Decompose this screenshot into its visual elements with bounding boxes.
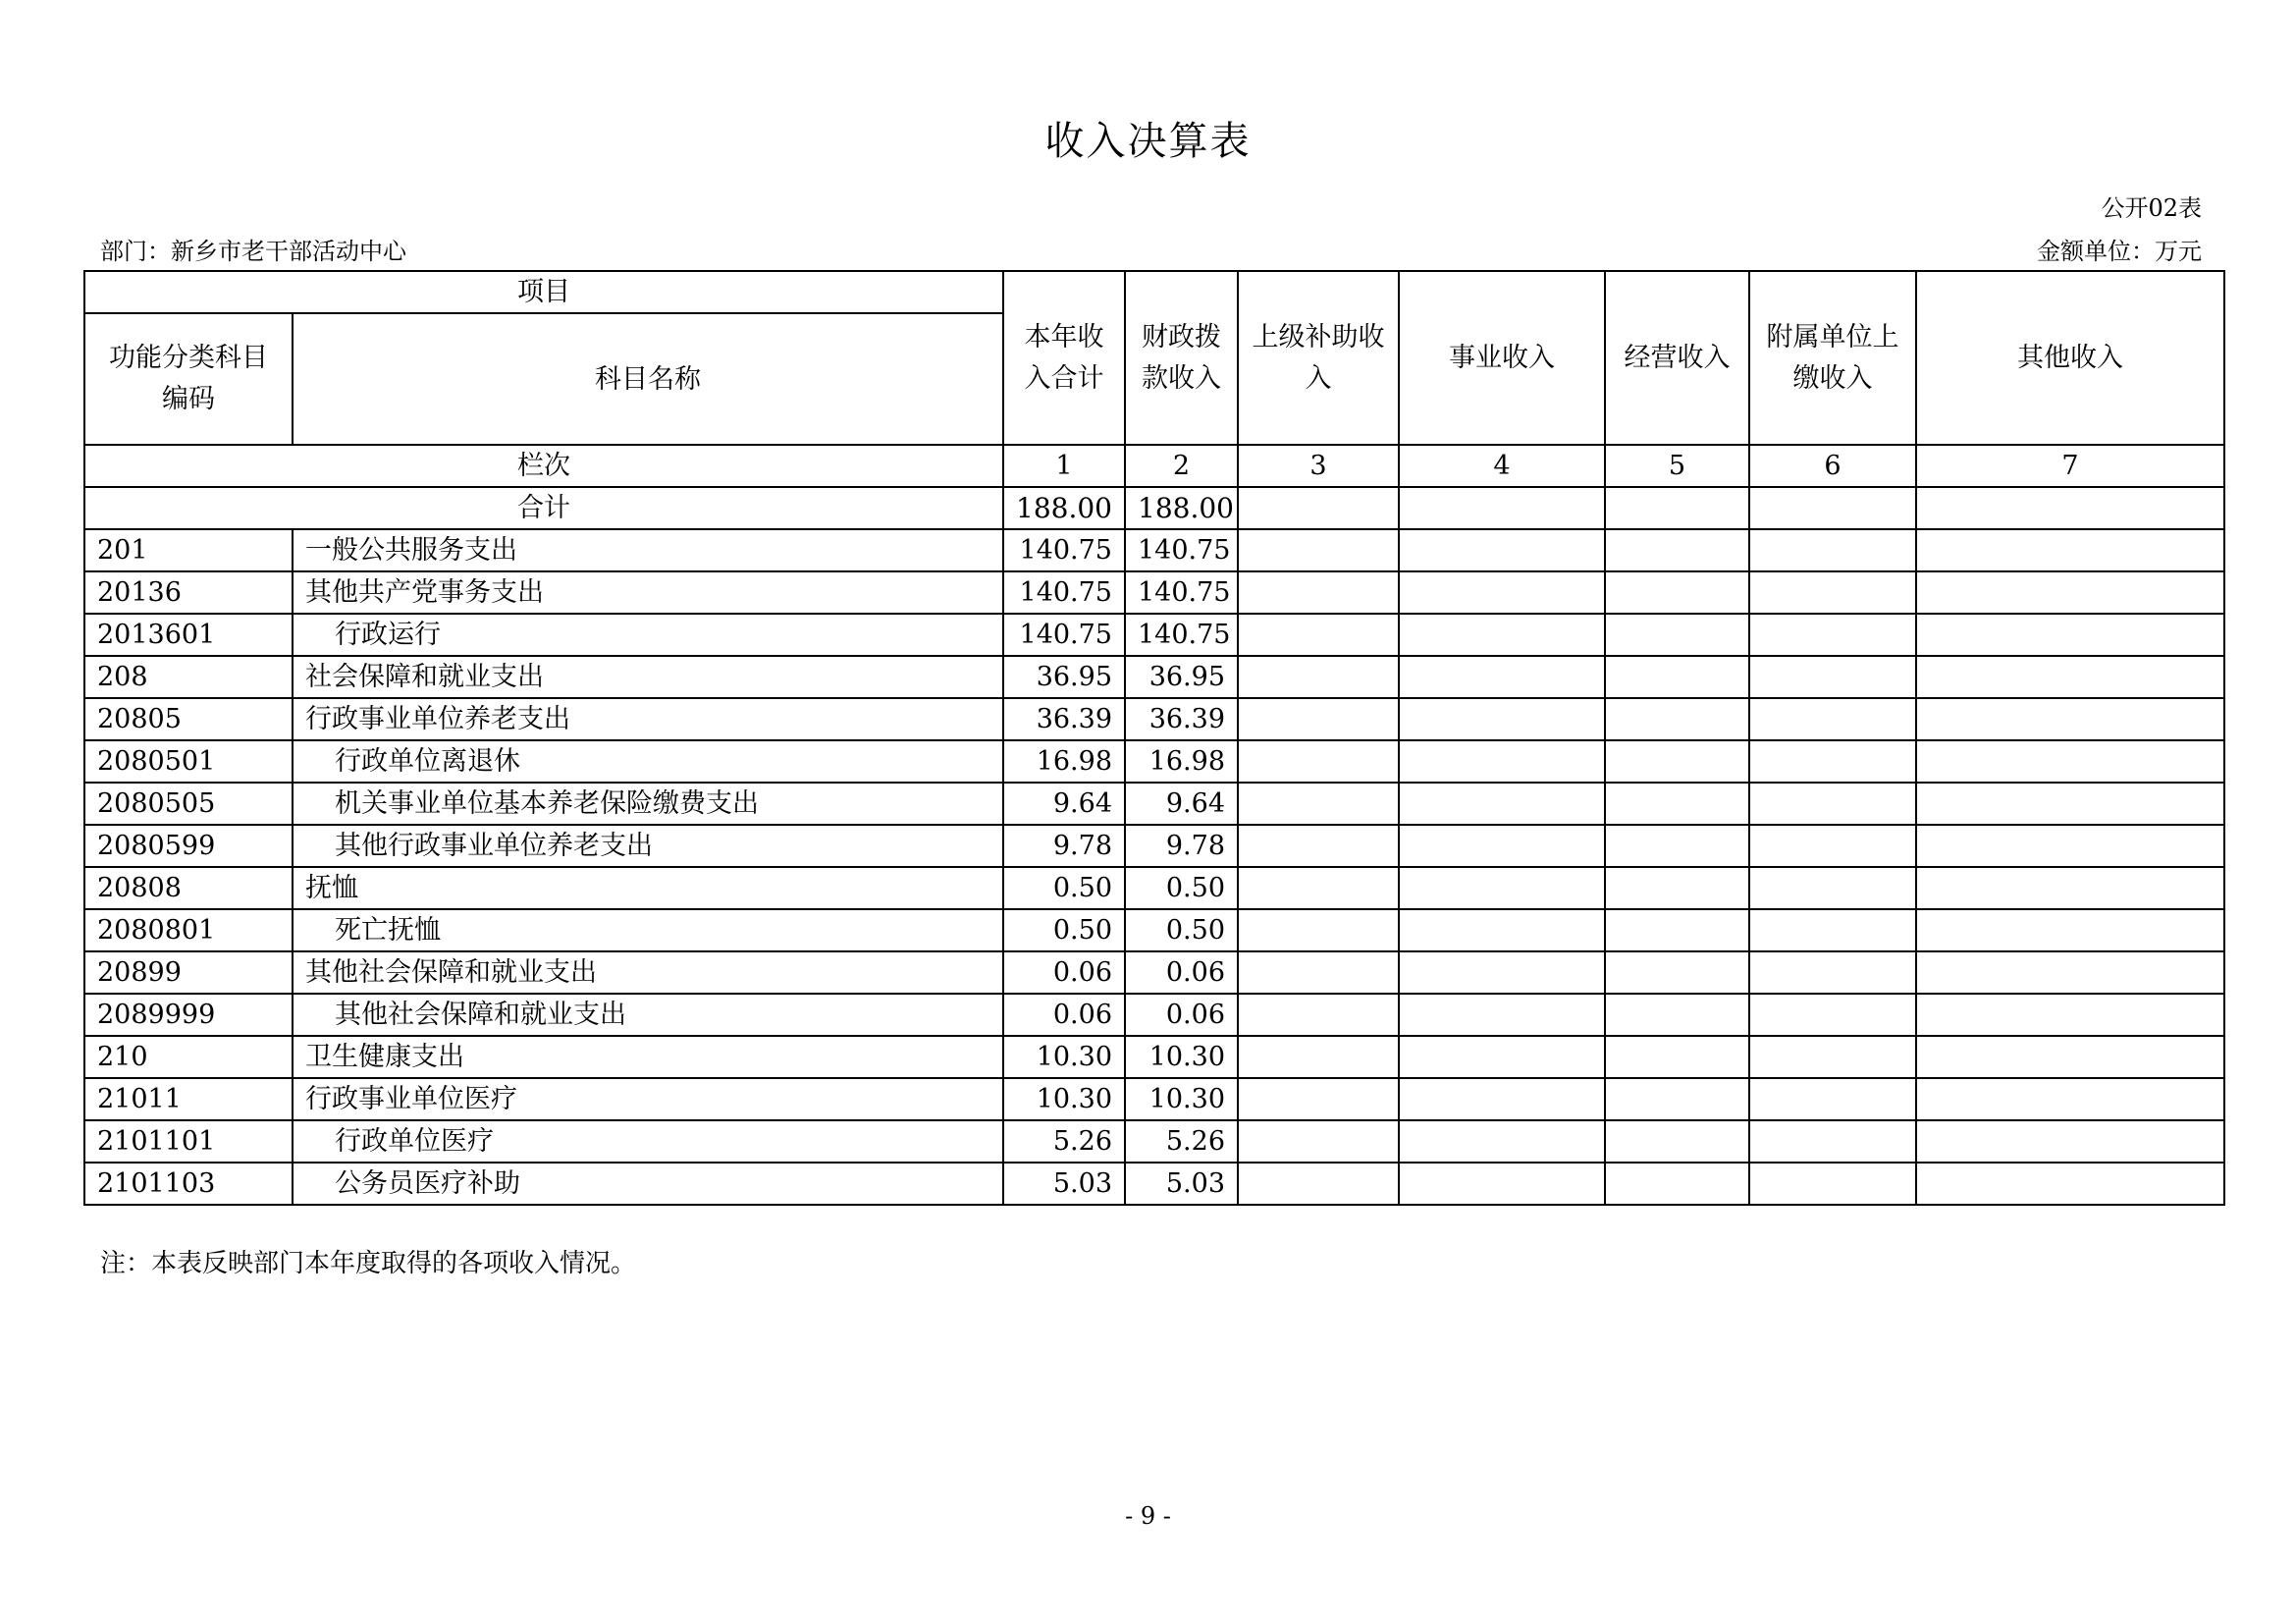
row-name: 行政事业单位医疗: [293, 1078, 1003, 1120]
row-empty-cell: [1749, 825, 1916, 867]
row-empty-cell: [1238, 1078, 1399, 1120]
row-name: 公务员医疗补助: [293, 1163, 1003, 1205]
seq-4: 4: [1399, 445, 1605, 487]
total-income-value: 188.00: [1003, 487, 1125, 529]
row-code: 2080505: [84, 783, 293, 825]
row-empty-cell: [1605, 909, 1749, 951]
row-code: 21011: [84, 1078, 293, 1120]
row-empty-cell: [1238, 994, 1399, 1036]
row-empty-cell: [1605, 825, 1749, 867]
row-empty-cell: [1916, 1163, 2224, 1205]
seq-label: 栏次: [84, 445, 1003, 487]
table-row: [84, 614, 2224, 656]
row-code: 20805: [84, 698, 293, 740]
row-empty-cell: [1605, 656, 1749, 698]
row-empty-cell: [1399, 1078, 1605, 1120]
row-code: 20899: [84, 951, 293, 994]
col-header-affiliated-income: 附属单位上缴收入: [1749, 271, 1916, 445]
row-fiscal: 140.75: [1125, 571, 1238, 614]
col-header-fiscal: 财政拨款收入: [1125, 271, 1238, 445]
row-empty-cell: [1238, 529, 1399, 571]
row-name: 其他社会保障和就业支出: [293, 994, 1003, 1036]
table-row: [84, 571, 2224, 614]
row-code: 2101103: [84, 1163, 293, 1205]
row-code: 2080599: [84, 825, 293, 867]
table-row: [84, 951, 2224, 994]
row-empty-cell: [1399, 614, 1605, 656]
table-row: [84, 994, 2224, 1036]
amount-unit-label: 金额单位：万元: [2037, 238, 2202, 265]
page-title: 收入决算表: [1044, 119, 1252, 164]
row-empty-cell: [1238, 909, 1399, 951]
row-fiscal: 0.50: [1125, 867, 1238, 909]
row-empty-cell: [1238, 867, 1399, 909]
row-total-income: 5.03: [1003, 1163, 1125, 1205]
row-empty-cell: [1749, 740, 1916, 783]
row-empty-cell: [1605, 1120, 1749, 1163]
seq-row: [84, 445, 2224, 487]
row-empty-cell: [1238, 740, 1399, 783]
row-empty-cell: [1238, 1036, 1399, 1078]
row-name: 行政单位离退休: [293, 740, 1003, 783]
row-empty-cell: [1605, 740, 1749, 783]
row-name: 行政运行: [293, 614, 1003, 656]
row-fiscal: 0.50: [1125, 909, 1238, 951]
row-fiscal: 9.64: [1125, 783, 1238, 825]
row-name: 行政事业单位养老支出: [293, 698, 1003, 740]
row-empty-cell: [1399, 825, 1605, 867]
row-code: 2080501: [84, 740, 293, 783]
seq-3: 3: [1238, 445, 1399, 487]
total-label: 合计: [84, 487, 1003, 529]
row-code: 2013601: [84, 614, 293, 656]
total-row: [84, 487, 2224, 529]
row-empty-cell: [1916, 1036, 2224, 1078]
row-total-income: 0.06: [1003, 951, 1125, 994]
page-number: - 9 -: [1125, 1502, 1171, 1530]
row-empty-cell: [1605, 698, 1749, 740]
col-header-superior-subsidy: 上级补助收入: [1238, 271, 1399, 445]
department-label: 部门：新乡市老干部活动中心: [100, 238, 406, 265]
row-name: 一般公共服务支出: [293, 529, 1003, 571]
row-fiscal: 5.26: [1125, 1120, 1238, 1163]
row-empty-cell: [1916, 740, 2224, 783]
row-empty-cell: [1399, 529, 1605, 571]
row-empty-cell: [1916, 909, 2224, 951]
row-empty-cell: [1916, 614, 2224, 656]
row-fiscal: 36.39: [1125, 698, 1238, 740]
row-total-income: 10.30: [1003, 1036, 1125, 1078]
row-empty-cell: [1238, 1120, 1399, 1163]
row-fiscal: 9.78: [1125, 825, 1238, 867]
row-empty-cell: [1749, 529, 1916, 571]
col-header-business-income: 事业收入: [1399, 271, 1605, 445]
table-row: [84, 1078, 2224, 1120]
row-empty-cell: [1399, 698, 1605, 740]
row-empty-cell: [1916, 783, 2224, 825]
row-empty-cell: [1749, 1036, 1916, 1078]
form-number: 公开02表: [2101, 194, 2202, 222]
seq-5: 5: [1605, 445, 1749, 487]
col-header-total-income: 本年收入合计: [1003, 271, 1125, 445]
table-row: [84, 909, 2224, 951]
row-empty-cell: [1749, 698, 1916, 740]
row-empty-cell: [1749, 783, 1916, 825]
row-name: 卫生健康支出: [293, 1036, 1003, 1078]
row-empty-cell: [1238, 1163, 1399, 1205]
table-row: [84, 1120, 2224, 1163]
row-empty-cell: [1238, 951, 1399, 994]
row-empty-cell: [1238, 656, 1399, 698]
row-total-income: 140.75: [1003, 614, 1125, 656]
row-empty-cell: [1238, 825, 1399, 867]
row-total-income: 140.75: [1003, 571, 1125, 614]
row-code: 201: [84, 529, 293, 571]
table-row: [84, 529, 2224, 571]
row-empty-cell: [1238, 614, 1399, 656]
row-empty-cell: [1238, 698, 1399, 740]
row-empty-cell: [1605, 1163, 1749, 1205]
row-fiscal: 0.06: [1125, 994, 1238, 1036]
row-fiscal: 10.30: [1125, 1078, 1238, 1120]
row-empty-cell: [1399, 783, 1605, 825]
table-row: [84, 783, 2224, 825]
row-empty-cell: [1238, 783, 1399, 825]
income-table: [83, 270, 2225, 1206]
row-empty-cell: [1749, 1120, 1916, 1163]
row-empty-cell: [1399, 909, 1605, 951]
row-code: 20136: [84, 571, 293, 614]
row-fiscal: 16.98: [1125, 740, 1238, 783]
row-total-income: 5.26: [1003, 1120, 1125, 1163]
row-name: 其他行政事业单位养老支出: [293, 825, 1003, 867]
row-empty-cell: [1605, 1078, 1749, 1120]
row-name: 抚恤: [293, 867, 1003, 909]
row-empty-cell: [1749, 867, 1916, 909]
seq-1: 1: [1003, 445, 1125, 487]
row-code: 210: [84, 1036, 293, 1078]
row-empty-cell: [1399, 1120, 1605, 1163]
row-total-income: 16.98: [1003, 740, 1125, 783]
row-empty-cell: [1605, 867, 1749, 909]
table-row: [84, 867, 2224, 909]
seq-7: 7: [1916, 445, 2224, 487]
seq-6: 6: [1749, 445, 1916, 487]
row-empty-cell: [1916, 867, 2224, 909]
row-total-income: 36.95: [1003, 656, 1125, 698]
row-empty-cell: [1605, 614, 1749, 656]
row-code: 2101101: [84, 1120, 293, 1163]
row-total-income: 0.06: [1003, 994, 1125, 1036]
row-empty-cell: [1399, 994, 1605, 1036]
row-empty-cell: [1605, 529, 1749, 571]
header-row-project: [84, 271, 2224, 313]
row-fiscal: 0.06: [1125, 951, 1238, 994]
row-empty-cell: [1399, 656, 1605, 698]
col-header-other-income: 其他收入: [1916, 271, 2224, 445]
table-note: 注：本表反映部门本年度取得的各项收入情况。: [100, 1249, 637, 1278]
table-row: [84, 1036, 2224, 1078]
row-empty-cell: [1605, 783, 1749, 825]
row-empty-cell: [1399, 867, 1605, 909]
row-total-income: 9.64: [1003, 783, 1125, 825]
row-empty-cell: [1749, 909, 1916, 951]
row-name: 社会保障和就业支出: [293, 656, 1003, 698]
row-code: 2089999: [84, 994, 293, 1036]
row-total-income: 0.50: [1003, 909, 1125, 951]
row-empty-cell: [1605, 994, 1749, 1036]
row-code: 2080801: [84, 909, 293, 951]
row-total-income: 36.39: [1003, 698, 1125, 740]
row-empty-cell: [1749, 951, 1916, 994]
row-empty-cell: [1916, 529, 2224, 571]
table-row: [84, 698, 2224, 740]
table-row: [84, 656, 2224, 698]
row-empty-cell: [1916, 656, 2224, 698]
row-fiscal: 5.03: [1125, 1163, 1238, 1205]
row-empty-cell: [1749, 614, 1916, 656]
row-empty-cell: [1916, 571, 2224, 614]
total-fiscal-value: 188.00: [1125, 487, 1238, 529]
col-header-operating-income: 经营收入: [1605, 271, 1749, 445]
seq-2: 2: [1125, 445, 1238, 487]
row-fiscal: 140.75: [1125, 614, 1238, 656]
row-empty-cell: [1749, 1163, 1916, 1205]
row-fiscal: 140.75: [1125, 529, 1238, 571]
row-empty-cell: [1605, 1036, 1749, 1078]
row-empty-cell: [1749, 571, 1916, 614]
row-empty-cell: [1916, 1120, 2224, 1163]
col-header-name: 科目名称: [293, 313, 1003, 445]
row-name: 其他社会保障和就业支出: [293, 951, 1003, 994]
project-header: 项目: [84, 271, 1003, 313]
row-code: 20808: [84, 867, 293, 909]
col-header-code: 功能分类科目编码: [84, 313, 293, 445]
row-empty-cell: [1605, 951, 1749, 994]
row-name: 机关事业单位基本养老保险缴费支出: [293, 783, 1003, 825]
table-body: [84, 529, 2224, 1205]
row-empty-cell: [1916, 698, 2224, 740]
row-empty-cell: [1916, 1078, 2224, 1120]
row-empty-cell: [1749, 656, 1916, 698]
row-total-income: 140.75: [1003, 529, 1125, 571]
row-empty-cell: [1399, 1163, 1605, 1205]
table-row: [84, 740, 2224, 783]
row-empty-cell: [1749, 994, 1916, 1036]
row-total-income: 9.78: [1003, 825, 1125, 867]
row-code: 208: [84, 656, 293, 698]
row-empty-cell: [1399, 571, 1605, 614]
row-total-income: 0.50: [1003, 867, 1125, 909]
row-total-income: 10.30: [1003, 1078, 1125, 1120]
row-empty-cell: [1749, 1078, 1916, 1120]
row-empty-cell: [1605, 571, 1749, 614]
row-fiscal: 36.95: [1125, 656, 1238, 698]
table-row: [84, 1163, 2224, 1205]
row-fiscal: 10.30: [1125, 1036, 1238, 1078]
table-row: [84, 825, 2224, 867]
row-empty-cell: [1916, 825, 2224, 867]
row-empty-cell: [1916, 951, 2224, 994]
row-name: 死亡抚恤: [293, 909, 1003, 951]
row-empty-cell: [1399, 740, 1605, 783]
row-name: 行政单位医疗: [293, 1120, 1003, 1163]
row-empty-cell: [1399, 1036, 1605, 1078]
row-empty-cell: [1399, 951, 1605, 994]
row-name: 其他共产党事务支出: [293, 571, 1003, 614]
row-empty-cell: [1916, 994, 2224, 1036]
row-empty-cell: [1238, 571, 1399, 614]
